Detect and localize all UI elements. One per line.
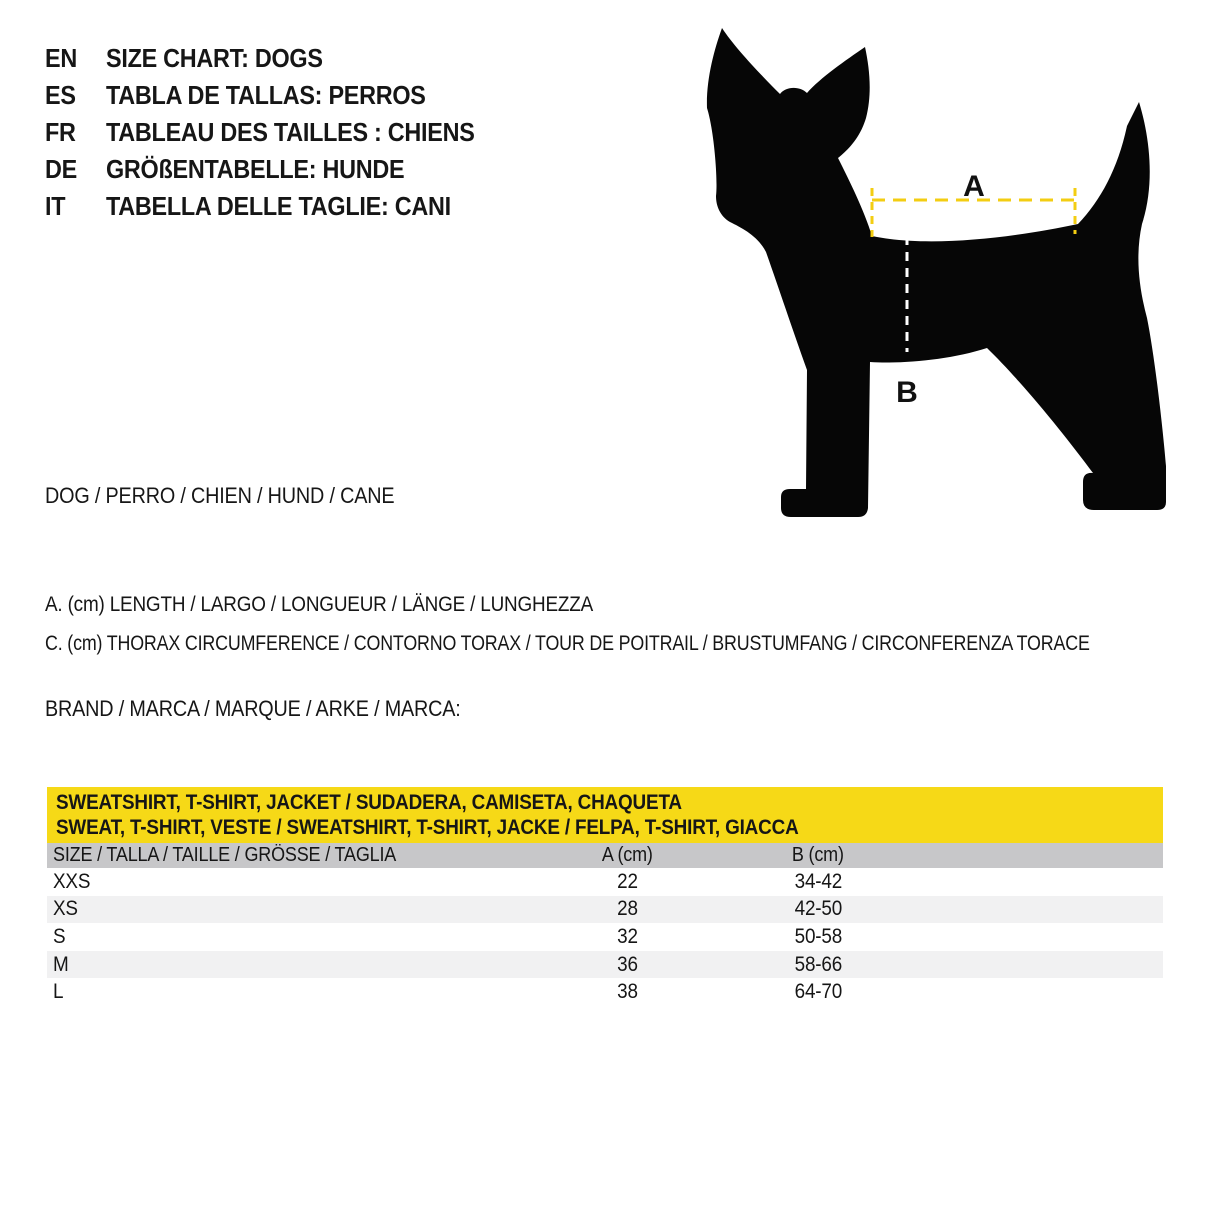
chart-title: TABELLA DELLE TAGLIE: CANI	[106, 191, 451, 221]
brand-line: BRAND / MARCA / MARQUE / ARKE / MARCA:	[45, 696, 461, 721]
garment-type-banner	[47, 787, 1163, 843]
header-b-column: B (cm)	[792, 844, 844, 866]
language-code: IT	[45, 191, 66, 221]
table-row-m	[47, 951, 1163, 979]
table-row-s	[47, 923, 1163, 951]
length-cell: 32	[616, 924, 638, 948]
size-cell: XXS	[53, 869, 91, 893]
size-cell: XS	[53, 897, 78, 921]
banner-line-2: SWEAT, T-SHIRT, VESTE / SWEATSHIRT, T-SHIRT, JACKE / FELPA, T-SHIRT, GIACCA	[56, 816, 799, 839]
table-row-xxs	[47, 868, 1163, 896]
table-header-row	[47, 843, 1163, 868]
girth-cell: 42-50	[794, 897, 842, 921]
legend-thorax-line: C. (cm) THORAX CIRCUMFERENCE / CONTORNO TORAX / TOUR DE POITRAIL / BRUSTUMFANG / CIRCONFERENZA TORACE	[45, 632, 1090, 655]
dog-silhouette	[707, 28, 1166, 517]
girth-cell: 64-70	[794, 980, 842, 1004]
length-cell: 36	[616, 952, 638, 976]
header-size-column: SIZE / TALLA / TAILLE / GRÖSSE / TAGLIA	[53, 844, 397, 866]
language-code: FR	[45, 117, 76, 147]
language-row	[45, 40, 516, 77]
dog-measurement-diagram	[680, 10, 1210, 540]
language-code: ES	[45, 80, 76, 110]
size-cell: M	[53, 952, 69, 976]
girth-cell: 58-66	[794, 952, 842, 976]
language-title-list	[45, 40, 516, 225]
language-row	[45, 151, 516, 188]
length-cell: 28	[616, 897, 638, 921]
table-row-l	[47, 978, 1163, 1006]
species-label: DOG / PERRO / CHIEN / HUND / CANE	[45, 483, 395, 508]
header-a-column: A (cm)	[601, 844, 653, 866]
language-row	[45, 114, 516, 151]
chart-title: TABLA DE TALLAS: PERROS	[106, 80, 426, 110]
banner-line-1: SWEATSHIRT, T-SHIRT, JACKET / SUDADERA, CAMISETA, CHAQUETA	[56, 791, 682, 814]
language-row	[45, 188, 516, 225]
size-cell: L	[53, 980, 64, 1004]
language-row	[45, 77, 516, 114]
chart-title: TABLEAU DES TAILLES : CHIENS	[106, 117, 475, 147]
chart-title: SIZE CHART: DOGS	[106, 43, 323, 73]
length-cell: 38	[616, 980, 638, 1004]
size-table	[47, 787, 1163, 1006]
language-code: EN	[45, 43, 77, 73]
girth-cell: 50-58	[794, 924, 842, 948]
chart-title: GRÖßENTABELLE: HUNDE	[106, 154, 405, 184]
language-code: DE	[45, 154, 77, 184]
girth-cell: 34-42	[794, 869, 842, 893]
length-cell: 22	[616, 869, 638, 893]
measure-label-a: A	[963, 170, 985, 203]
table-row-xs	[47, 896, 1163, 924]
measure-label-b: B	[896, 376, 918, 409]
size-cell: S	[53, 924, 66, 948]
legend-length-line: A. (cm) LENGTH / LARGO / LONGUEUR / LÄNGE / LUNGHEZZA	[45, 593, 594, 616]
